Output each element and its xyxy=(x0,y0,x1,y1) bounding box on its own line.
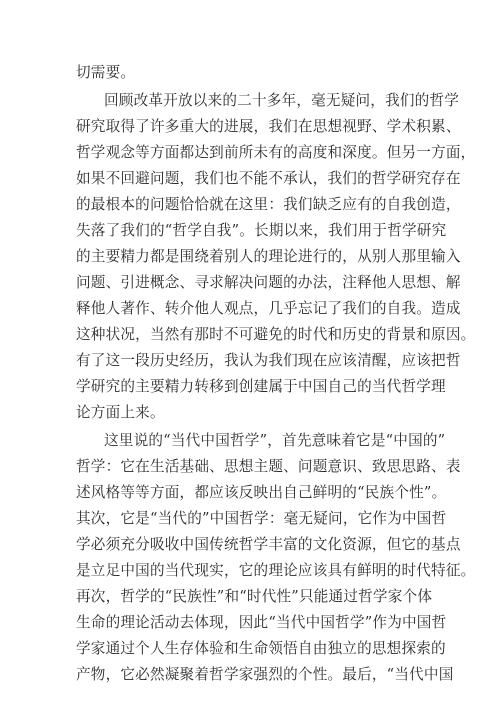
text-line: 其次，它是“当代的”中国哲学：毫无疑问，它作为中国哲 xyxy=(76,510,447,527)
text-line: 有了这一段历史经历，我认为我们现在应该清醒，应该把哲 xyxy=(76,352,461,369)
text-line: 的最根本的问题恰恰就在这里：我们缺乏应有的自我创造， xyxy=(76,196,461,213)
text-line: 的主要精力都是围绕着别人的理论进行的，从别人那里输入 xyxy=(76,248,461,265)
text-line: 哲学观念等方面都达到前所未有的高度和深度。但另一方面， xyxy=(76,144,476,161)
text-line: 论方面上来。 xyxy=(76,404,165,421)
text-line: 失落了我们的“哲学自我”。长期以来，我们用于哲学研究 xyxy=(76,222,447,239)
text-line: 再次，哲学的“民族性”和“时代性”只能通过哲学家个体 xyxy=(76,588,433,605)
text-line: 回顾改革开放以来的二十多年，毫无疑问，我们的哲学 xyxy=(104,92,460,109)
text-line: 研究取得了许多重大的进展，我们在思想视野、学术积累、 xyxy=(76,118,461,135)
text-line: 学家通过个人生存体验和生命领悟自由独立的思想探索的 xyxy=(76,640,446,657)
text-line: 哲学：它在生活基础、思想主题、问题意识、致思思路、表 xyxy=(76,458,461,475)
text-line: 释他人著作、转介他人观点，几乎忘记了我们的自我。造成 xyxy=(76,300,461,317)
text-line: 如果不回避问题，我们也不能不承认，我们的哲学研究存在 xyxy=(76,170,461,187)
text-line: 学研究的主要精力转移到创建属于中国自己的当代哲学理 xyxy=(76,378,446,395)
text-line: 这里说的“当代中国哲学”，首先意味着它是“中国的” xyxy=(104,432,446,449)
text-line: 是立足中国的当代现实，它的理论应该具有鲜明的时代特征。 xyxy=(76,562,476,579)
text-line: 这种状况，当然有那时不可避免的时代和历史的背景和原因。 xyxy=(76,326,476,343)
text-line: 学必须充分吸收中国传统哲学丰富的文化资源，但它的基点 xyxy=(76,536,461,553)
text-line: 产物，它必然凝聚着哲学家强烈的个性。最后，“当代中国 xyxy=(76,666,454,683)
text-line: 切需要。 xyxy=(76,64,136,81)
text-line: 述风格等等方面，都应该反映出自己鲜明的“民族个性”。 xyxy=(76,484,447,501)
text-line: 生命的理论活动去体现，因此“当代中国哲学”作为中国哲 xyxy=(76,614,447,631)
text-line: 问题、引进概念、寻求解决问题的办法，注释他人思想、解 xyxy=(76,274,461,291)
